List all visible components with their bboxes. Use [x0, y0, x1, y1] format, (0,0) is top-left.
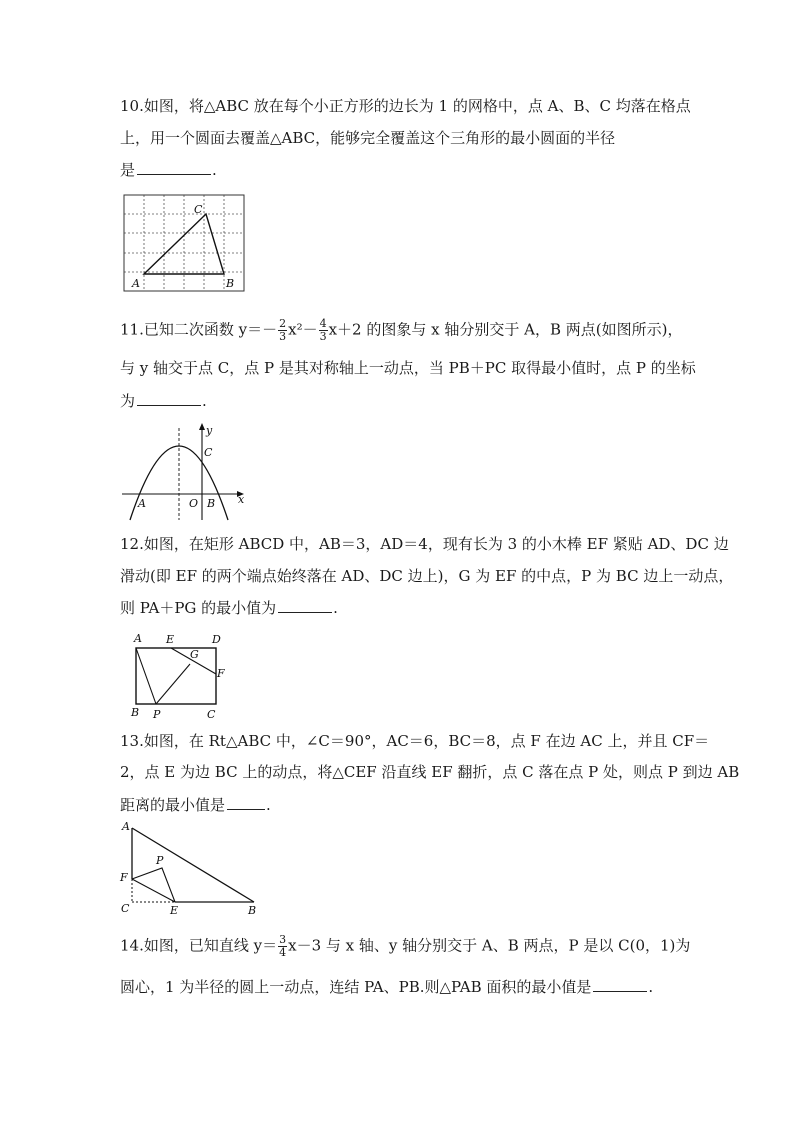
q14-fraction-den: 4: [279, 946, 287, 959]
q11-line-2: 与 y 轴交于点 C，点 P 是其对称轴上一动点，当 PB＋PC 取得最小值时，点 P 的坐标: [120, 359, 696, 377]
q14-fraction-num: 3: [279, 933, 287, 946]
q11-parabola-figure: [118, 420, 252, 522]
q11-label-y: y: [206, 424, 213, 437]
q11-line-1: [120, 318, 682, 343]
q11-fraction-1-num: 2: [279, 317, 287, 330]
q13-label-e: E: [170, 904, 179, 917]
q12-line-3: [120, 597, 338, 618]
q14-answer-blank: [593, 976, 647, 992]
q10-line-3: [120, 159, 217, 180]
q12-label-e: E: [166, 633, 175, 646]
q14-fraction: [278, 934, 287, 959]
q11-label-a: A: [138, 497, 146, 510]
q11-label-c: C: [204, 446, 213, 459]
q14-line-2-end: .: [648, 978, 654, 996]
q13-label-p: P: [156, 854, 164, 867]
q14-line-1-post: x－3 与 x 轴、y 轴分别交于 A、B 两点，P 是以 C(0，1)为: [288, 936, 691, 955]
q11-line-1-mid: x²－: [288, 320, 318, 339]
q11-fraction-2-num: 4: [319, 317, 327, 330]
q13-answer-blank: [227, 794, 265, 810]
q12-label-g: G: [190, 648, 199, 661]
q13-line-3: [120, 794, 271, 815]
q10-line-2: 上，用一个圆面去覆盖△ABC，能够完全覆盖这个三角形的最小圆面的半径: [120, 129, 616, 147]
q11-line-3: [120, 390, 207, 411]
q11-label-x: x: [238, 493, 245, 506]
q13-line-1: 13.如图，在 Rt△ABC 中，∠C＝90°，AC＝6，BC＝8，点 F 在边 AC 上，并且 CF＝: [120, 732, 710, 750]
q13-label-a: A: [122, 820, 130, 833]
q13-label-f: F: [120, 871, 128, 884]
q13-segment-ab: [132, 828, 254, 902]
q13-folded-triangle: [132, 868, 175, 902]
q12-answer-blank: [278, 597, 332, 613]
q11-label-o: O: [189, 497, 199, 510]
q11-answer-blank: [137, 390, 201, 406]
q10-answer-blank: [137, 159, 211, 175]
q10-grid-figure: [122, 193, 248, 293]
q11-fraction-2: [319, 318, 328, 343]
q11-fraction-2-den: 3: [319, 330, 327, 343]
q12-rectangle-figure: [128, 630, 228, 722]
q12-label-d: D: [212, 633, 221, 646]
q11-line-1-pre: 11.已知二次函数 y＝－: [120, 320, 278, 339]
q13-line-3-end: .: [266, 796, 271, 814]
q10-label-b: B: [226, 277, 235, 290]
q12-label-p: P: [153, 708, 161, 721]
q11-y-axis-arrow: [199, 423, 205, 430]
q12-line-2: 滑动(即 EF 的两个端点始终落在 AD、DC 边上)，G 为 EF 的中点，P 为 BC 边上一动点，: [120, 567, 734, 585]
q12-label-a: A: [134, 632, 142, 645]
q12-label-f: F: [217, 667, 225, 680]
q11-line-3-text: 为: [120, 392, 136, 410]
q10-label-a: A: [132, 277, 140, 290]
q13-line-3-text: 距离的最小值是: [120, 796, 226, 814]
q11-label-b: B: [207, 497, 216, 510]
q11-fraction-1-den: 3: [279, 330, 287, 343]
q12-line-3-text: 则 PA＋PG 的最小值为: [120, 599, 277, 617]
q13-line-2: 2，点 E 为边 BC 上的动点，将△CEF 沿直线 EF 翻折，点 C 落在点 P 处，则点 P 到边 AB: [120, 763, 740, 781]
q13-triangle-figure: [116, 818, 266, 918]
q10-line-3-text: 是: [120, 161, 136, 179]
q12-label-b: B: [131, 706, 140, 719]
q11-line-1-post: x＋2 的图象与 x 轴分别交于 A，B 两点(如图所示)，: [328, 320, 683, 339]
q10-line-3-end: .: [212, 161, 217, 179]
q12-line-3-end: .: [333, 599, 338, 617]
q12-segment-pa: [136, 648, 156, 704]
q10-label-c: C: [194, 203, 203, 216]
q12-segment-pg: [156, 664, 190, 704]
q12-label-c: C: [207, 708, 216, 721]
q14-line-2: [120, 976, 653, 997]
q14-line-1-pre: 14.如图，已知直线 y＝: [120, 936, 278, 955]
q13-label-b: B: [248, 904, 257, 917]
q11-line-3-end: .: [202, 392, 207, 410]
q11-fraction-1: [278, 318, 287, 343]
q13-label-c: C: [121, 902, 130, 915]
q12-rectangle-abcd: [136, 648, 216, 704]
q14-line-2-text: 圆心，1 为半径的圆上一动点，连结 PA、PB.则△PAB 面积的最小值是: [120, 978, 592, 996]
q13-segment-fe: [132, 879, 175, 902]
q10-line-1: 10.如图，将△ABC 放在每个小正方形的边长为 1 的网格中，点 A、B、C 均落在格点: [120, 97, 691, 115]
q12-line-1: 12.如图，在矩形 ABCD 中，AB＝3，AD＝4，现有长为 3 的小木棒 EF 紧贴 AD、DC 边: [120, 535, 729, 553]
q14-line-1: [120, 934, 690, 959]
